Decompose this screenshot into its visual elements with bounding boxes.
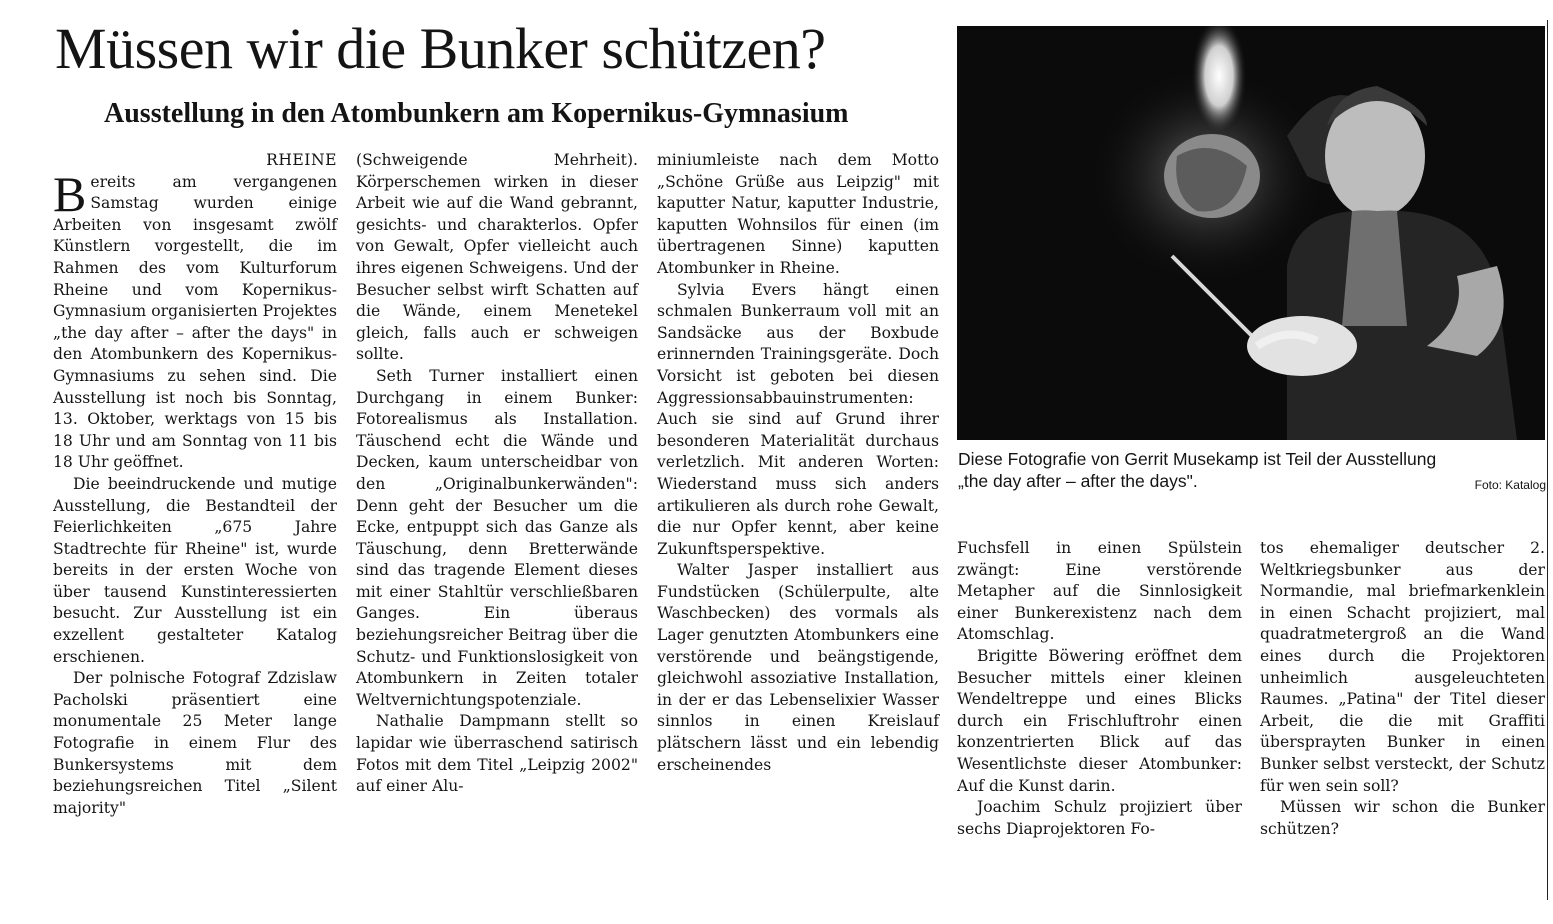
photo-credit: Foto: Katalog (1474, 478, 1546, 492)
photo-illustration (957, 26, 1545, 440)
photo-caption (958, 448, 1546, 492)
paragraph: (Schweigende Mehrheit). Körperschemen wirken in dieser Arbeit wie auf die Wand gebrannt, gesichts- und charakterlos. Opfer von Gewalt, Opfer vielleicht auch ihres eigenen Schweigens. Und der Besucher selbst wirft Schatten auf die Wände, einem Menetekel gleich, falls auch er schweigen sollte. (356, 151, 638, 364)
paragraph: Walter Jasper installiert aus Fundstücken (Schülerpulte, alte Waschbecken) des vormals als Lager genutzten Atombunkers eine verstörende und beängstigende, gleichwohl assoziative Installation, in der er das Lebenselixier Wasser sinnlos in einen Kreislauf plätschern lässt und ein lebendig erscheinendes (657, 561, 939, 774)
paragraph: Joachim Schulz projiziert über sechs Diaprojektoren Fo- (957, 798, 1242, 838)
caption-line-1: Diese Fotografie von Gerrit Musekamp ist Teil der Ausstellung (958, 449, 1437, 469)
paragraph: Sylvia Evers hängt einen schmalen Bunkerraum voll mit an Sandsäcke aus der Boxbude erinnernden Trainingsgeräte. Doch Vorsicht ist geboten bei diesen Aggressionsabbauinstrumenten: Auch sie sind auf Grund ihrer besonderen Materialität durchaus verletzlich. Mit anderen Worten: Wiederstand muss sich anders artikulieren als durch rohe Gewalt, die nur Opfer kennt, aber keine Zukunftsperspektive. (657, 280, 939, 558)
column-rule (1547, 20, 1548, 900)
paragraph: tos ehemaliger deutscher 2. Weltkriegsbunker aus der Normandie, mal briefmarkenklein in einen Schacht projiziert, mal quadratmetergroß an die Wand eines durch die Projektoren unheimlich ausgeleuchteten Raumes. „Patina" der Titel dieser Arbeit, die die mit Graffiti übersprayten Bunker in einen Bunker selbst versteckt, der Schutz für wen sein soll? (1260, 539, 1545, 795)
caption-line-2: „the day after – after the days". (958, 471, 1198, 491)
article-headline: Müssen wir die Bunker schützen? (55, 16, 826, 81)
exhibition-photo (957, 26, 1545, 440)
paragraph: Brigitte Böwering eröffnet dem Besucher mittels einer kleinen Wendeltreppe und eines Blicks durch ein Frischluftrohr einen konzentrierten Blick auf das Wesentlichste dieser Atombunker: Auf die Kunst darin. (957, 646, 1242, 795)
paragraph: Der polnische Fotograf Zdzislaw Pacholski präsentiert eine monumentale 25 Meter lange Fotografie in einem Flur des Bunkersystems mit dem beziehungsreichen Titel „Silent majority" (53, 669, 337, 817)
dateline: RHEINE (266, 151, 337, 169)
paragraph: Müssen wir schon die Bunker schützen? (1260, 798, 1545, 838)
paragraph (53, 165, 337, 474)
drop-cap: B (53, 165, 87, 222)
paragraph: Die beeindruckende und mutige Ausstellung, die Bestandteil der Feierlichkeiten „675 Jahre Stadtrechte für Rheine" ist, wurde bereits in der ersten Woche von über tausend Kunstinteressierten besucht. Zur Ausstellung ist ein exzellent gestalteter Katalog erschienen. (53, 474, 337, 666)
paragraph: Seth Turner installiert einen Durchgang in einem Bunker: Fotorealismus als Installation. Täuschend echt die Wände und Decken, kaum unterscheidbar von den „Originalbunkerwänden": Denn geht der Besucher um die Ecke, entpuppt sich das Ganze als Täuschung, denn Bretterwände sind das tragende Element dieses mit einer Stahltür verschließbaren Ganges. Ein überaus beziehungsreicher Beitrag über die Schutz- und Funktionslosigkeit von Atombunkern in Zeiten totaler Weltvernichtungspotenziale. (356, 366, 638, 709)
article-column-5 (1260, 538, 1545, 840)
paragraph: Nathalie Dampmann stellt so lapidar wie überraschend satirisch Fotos mit dem Titel „Leipzig 2002" auf einer Alu- (356, 712, 638, 796)
paragraph-text: ereits am vergangenen Samstag wurden einige Arbeiten von insgesamt zwölf Künstlern vorgestellt, die im Rahmen des vom Kulturforum Rheine und vom Kopernikus-Gymnasium organisierten Projektes „the day after – after the days" in den Atombunkern des Kopernikus-Gymnasiums zu sehen sind. Die Ausstellung ist noch bis Sonntag, 13. Oktober, werktags von 15 bis 18 Uhr und am Sonntag von 11 bis 18 Uhr geöffnet. (53, 172, 337, 472)
article-column-4 (957, 538, 1242, 840)
article-column-3 (657, 150, 939, 776)
paragraph: miniumleiste nach dem Motto „Schöne Grüße aus Leipzig" mit kaputter Natur, kaputter Industrie, kaputten Wohnsilos für einen (im übertragenen Sinne) kaputten Atombunker in Rheine. (657, 151, 939, 277)
caption-line-2-row (958, 470, 1546, 492)
paragraph: Fuchsfell in einen Spülstein zwängt: Eine verstörende Metapher auf die Sinnlosigkeit einer Bunkerexistenz nach dem Atomschlag. (957, 539, 1242, 644)
article-column-1 (53, 150, 337, 819)
article-subheadline: Ausstellung in den Atombunkern am Kopernikus-Gymnasium (104, 98, 849, 129)
article-column-2 (356, 150, 638, 798)
